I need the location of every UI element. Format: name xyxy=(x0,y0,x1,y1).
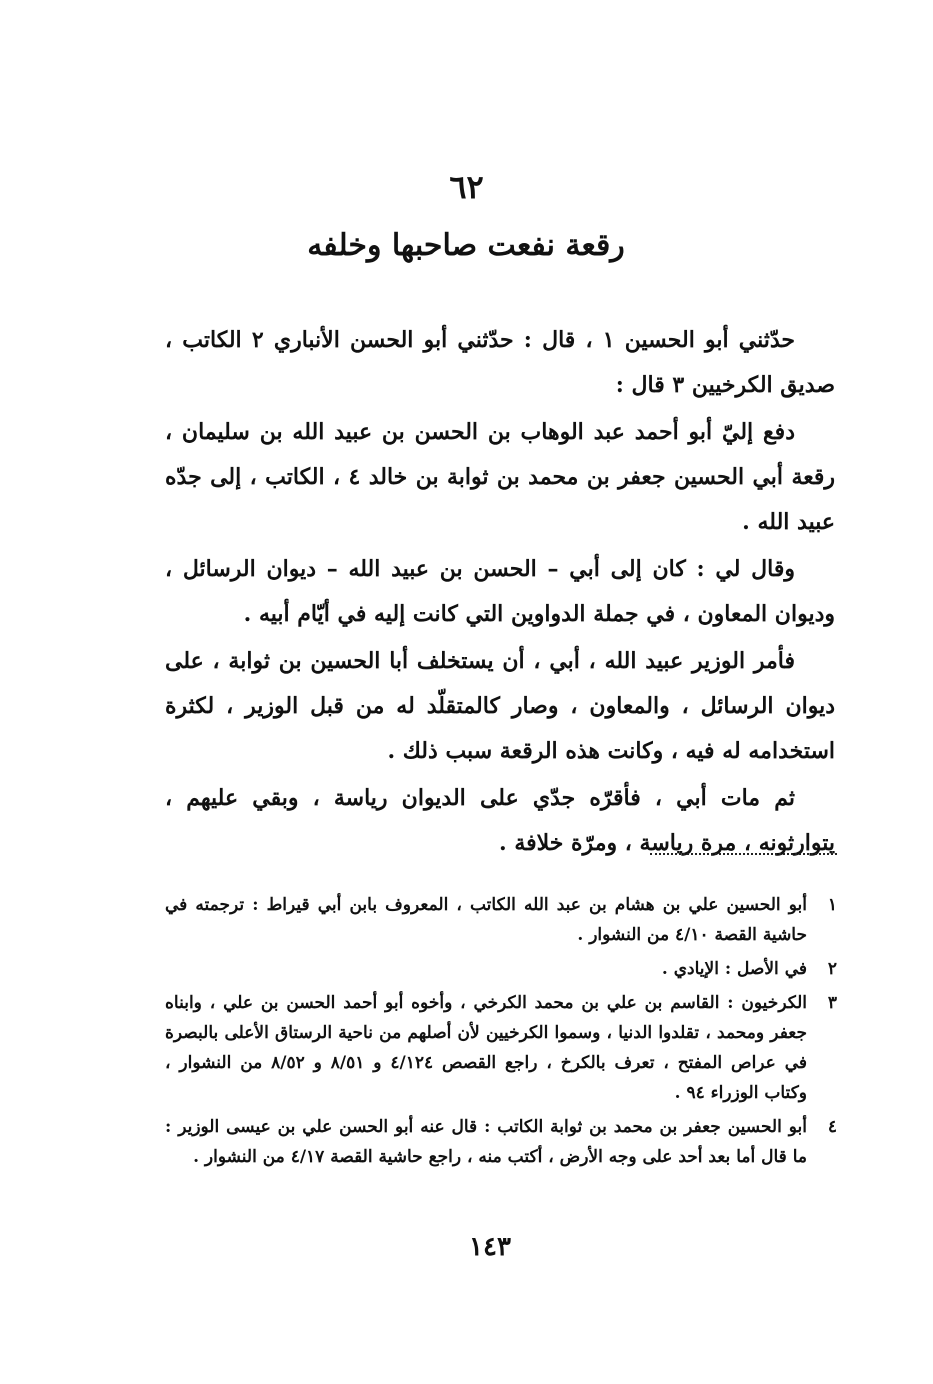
story-number: ٦٢ xyxy=(449,168,484,206)
paragraph: حدّثني أبو الحسين ١ ، قال : حدّثني أبو الحسن الأنباري ٢ الكاتب ، صديق الكرخيين ٣ قال : xyxy=(165,327,835,398)
footnote xyxy=(165,890,837,950)
footnote-text: في الأصل : الإيادي . xyxy=(661,959,807,979)
footnotes xyxy=(165,890,837,1176)
paragraph: ثم مات أبي ، فأقرّه جدّي على الديوان رياسة ، وبقي عليهم ، يتوارثونه ، مرة رياسة ، ومرّة خلافة . xyxy=(165,785,835,856)
footnote-text: الكرخيون : القاسم بن علي بن محمد الكرخي ، وأخوه أبو أحمد الحسن بن علي ، وابناه جعفر ومحمد ، تقلدوا الدنيا ، وسموا الكرخيين لأن أصلهم من ناحية الرستاق الأعلى بالبصرة في عراص المفتح ، تعرف بالكرخ ، راجع القصص ٤/١٢٤ و ٨/٥١ و ٨/٥٢ من النشوار ، وكتاب الوزراء ٩٤ . xyxy=(165,993,808,1103)
story-title: رقعة نفعت صاحبها وخلفه xyxy=(307,228,625,263)
footnote-separator xyxy=(650,853,837,855)
footnote-number: ٣ xyxy=(827,993,837,1013)
footnote xyxy=(165,988,837,1108)
footnote-number: ٤ xyxy=(827,1117,837,1137)
footnote-number: ١ xyxy=(827,895,837,915)
paragraph: دفع إليّ أبو أحمد عبد الوهاب بن الحسن بن عبيد الله بن سليمان ، رقعة أبي الحسين جعفر بن محمد بن ثوابة بن خالد ٤ ، الكاتب ، إلى جدّه عبيد الله . xyxy=(165,419,835,535)
footnote-text: أبو الحسين علي بن هشام بن عبد الله الكاتب ، المعروف بابن أبي قيراط : ترجمته في حاشية القصة ٤/١٠ من النشوار . xyxy=(165,895,807,945)
footnote-text: أبو الحسين جعفر بن محمد بن ثوابة الكاتب : قال عنه أبو الحسن علي بن عيسى الوزير : ما قال أما بعد أحد على وجه الأرض ، أكتب منه ، راجع حاشية القصة ٤/١٧ من النشوار . xyxy=(165,1117,807,1167)
paragraph: وقال لي : كان إلى أبي – الحسن بن عبيد الله – ديوان الرسائل ، وديوان المعاون ، في جملة الدواوين التي كانت إليه في أيّام أبيه . xyxy=(165,556,835,627)
footnote-number: ٢ xyxy=(827,959,837,979)
footnote xyxy=(165,1112,837,1172)
footnote xyxy=(165,954,837,984)
body-text xyxy=(165,318,835,868)
paragraph: فأمر الوزير عبيد الله ، أبي ، أن يستخلف أبا الحسين بن ثوابة ، على ديوان الرسائل ، والمعاون ، وصار كالمتقلّد له من قبل الوزير ، لكثرة استخدامه له فيه ، وكانت هذه الرقعة سبب ذلك . xyxy=(165,648,835,764)
page-number: ١٤٣ xyxy=(469,1232,511,1262)
